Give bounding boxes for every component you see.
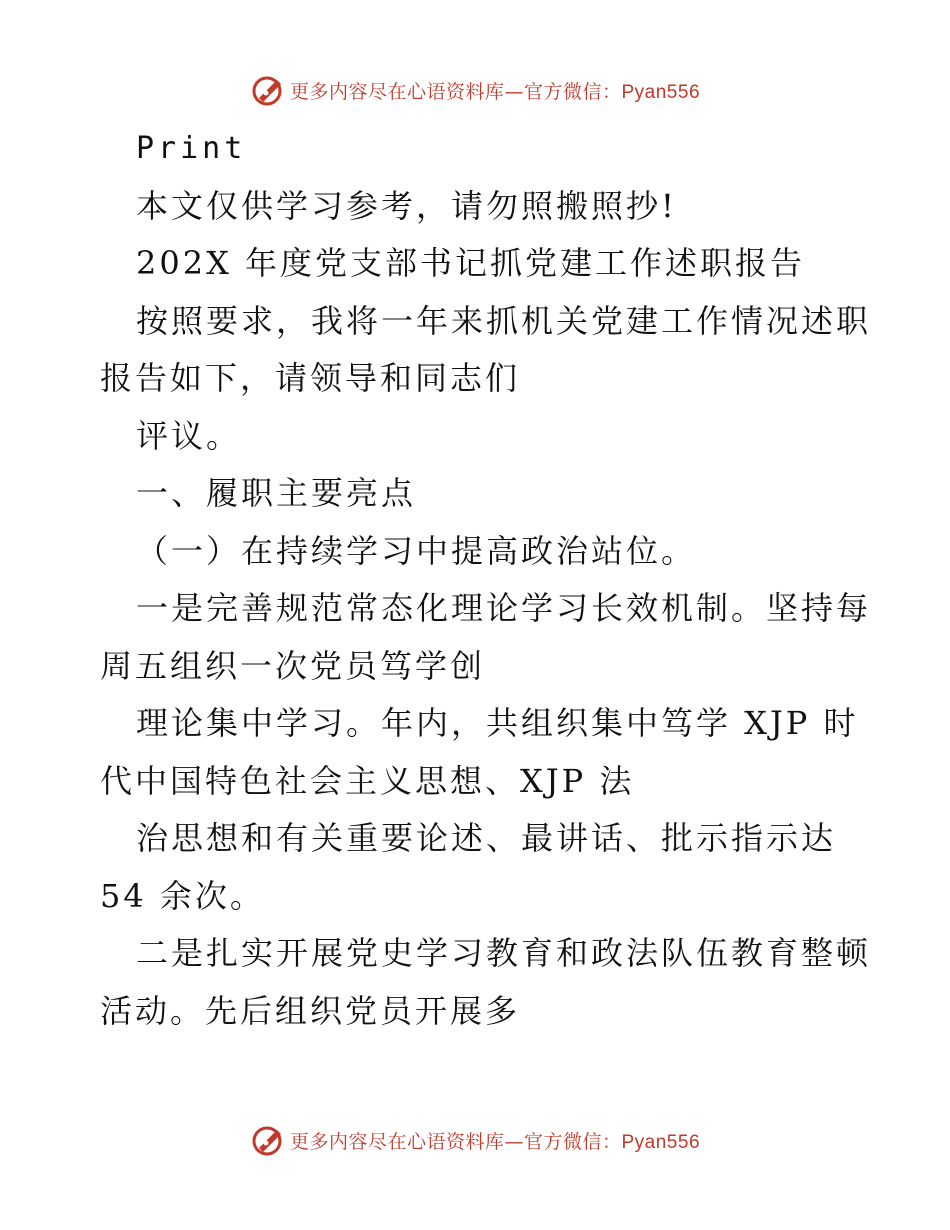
paragraph-line: 报告如下，请领导和同志们 xyxy=(100,359,521,397)
document-body xyxy=(100,120,872,1040)
paragraph-line: 代中国特色社会主义思想、XJP 法 xyxy=(100,761,635,800)
section-heading: 一、履职主要亮点 xyxy=(136,474,417,512)
paragraph-line: 理论集中学习。年内，共组织集中笃学 XJP 时 xyxy=(136,704,859,742)
paragraph-line: 治思想和有关重要论述、最讲话、批示指示达 xyxy=(136,819,837,857)
paragraph-line: 54 余次。 xyxy=(100,876,265,915)
paragraph-line: 评议。 xyxy=(136,416,242,455)
paragraph-line: 周五组织一次党员笃学创 xyxy=(100,646,486,685)
disclaimer-line: 本文仅供学习参考，请勿照搬照抄! xyxy=(136,186,677,225)
paragraph-line: 按照要求，我将一年来抓机关党建工作情况述职 xyxy=(136,301,872,340)
watermark-text: 更多内容尽在心语资料库—官方微信： xyxy=(289,1130,622,1153)
header-watermark xyxy=(0,70,950,110)
print-label: Print xyxy=(136,131,247,166)
paragraph-line: 二是扎实开展党史学习教育和政法队伍教育整顿 xyxy=(136,934,872,972)
watermark-id: Pyan556 xyxy=(621,1131,701,1153)
paragraph-line: 一是完善规范常态化理论学习长效机制。坚持每 xyxy=(136,589,872,627)
watermark-id: Pyan556 xyxy=(621,81,701,103)
watermark-text: 更多内容尽在心语资料库—官方微信： xyxy=(289,80,622,103)
footer-watermark xyxy=(0,1120,950,1160)
document-title: 202X 年度党支部书记抓党建工作述职报告 xyxy=(136,244,806,282)
paragraph-line: 活动。先后组织党员开展多 xyxy=(100,991,521,1030)
pen-logo-icon xyxy=(250,1122,286,1158)
pen-logo-icon xyxy=(250,72,286,108)
subsection-heading: （一）在持续学习中提高政治站位。 xyxy=(136,531,697,570)
